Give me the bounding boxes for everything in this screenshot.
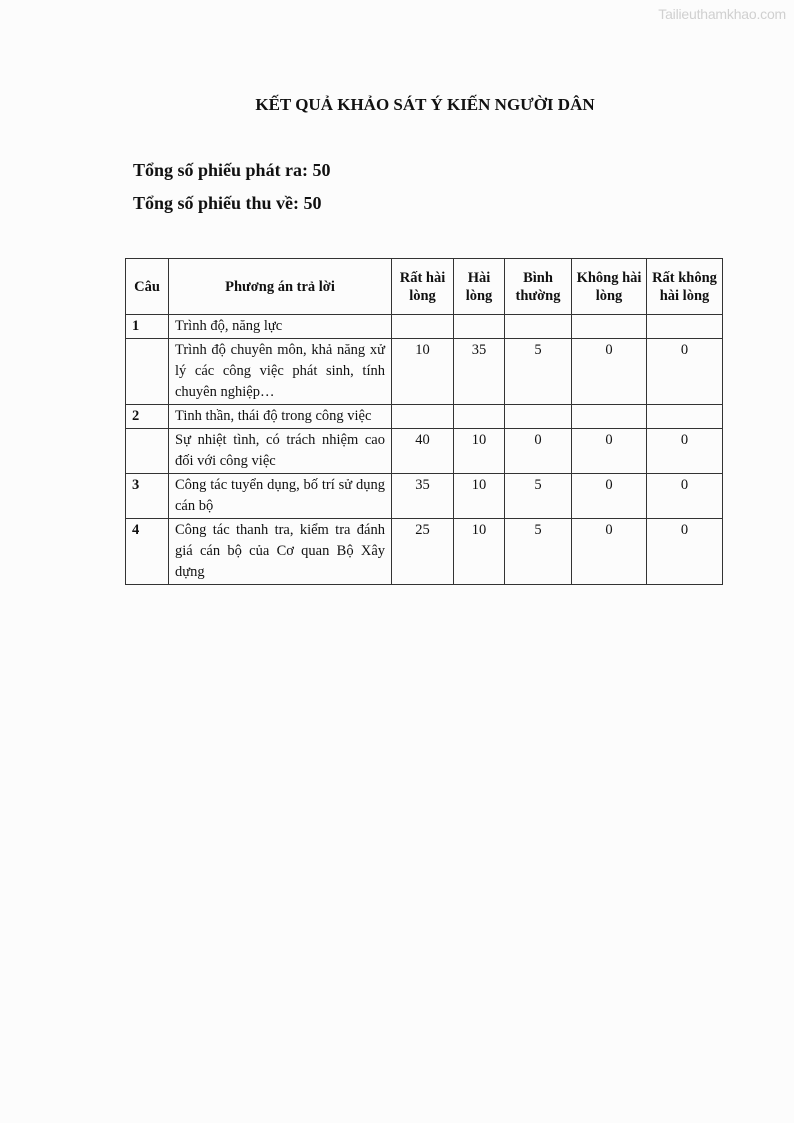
answer-option-text: Trình độ, năng lực	[169, 315, 392, 339]
response-count-cell: 0	[647, 429, 723, 474]
response-count-cell: 0	[572, 474, 647, 519]
table-row	[126, 474, 723, 519]
response-count-cell	[647, 315, 723, 339]
question-number: 3	[126, 474, 169, 519]
response-count-cell: 0	[647, 339, 723, 405]
answer-option-text: Công tác thanh tra, kiểm tra đánh giá cán bộ của Cơ quan Bộ Xây dựng	[169, 519, 392, 585]
header-not-satisfied: Không hài lòng	[572, 259, 647, 315]
answer-option-text: Sự nhiệt tình, có trách nhiệm cao đối với công việc	[169, 429, 392, 474]
response-count-cell: 5	[505, 519, 572, 585]
response-count-cell	[572, 405, 647, 429]
table-row	[126, 315, 723, 339]
response-count-cell: 0	[572, 429, 647, 474]
response-count-cell: 25	[392, 519, 454, 585]
answer-option-text: Tinh thần, thái độ trong công việc	[169, 405, 392, 429]
header-normal: Bình thường	[505, 259, 572, 315]
response-count-cell: 10	[454, 474, 505, 519]
response-count-cell	[454, 405, 505, 429]
issued-count: Tổng số phiếu phát ra: 50	[133, 160, 331, 180]
header-very-satisfied: Rất hài lòng	[392, 259, 454, 315]
table-header-row	[126, 259, 723, 315]
response-count-cell: 0	[647, 519, 723, 585]
table-row	[126, 405, 723, 429]
question-number: 1	[126, 315, 169, 339]
response-count-cell	[647, 405, 723, 429]
response-count-cell: 0	[647, 474, 723, 519]
table-row	[126, 339, 723, 405]
header-very-not-satisfied: Rất không hài lòng	[647, 259, 723, 315]
watermark: Tailieuthamkhao.com	[658, 6, 786, 22]
header-answer: Phương án trả lời	[169, 259, 392, 315]
response-count-cell: 35	[454, 339, 505, 405]
response-count-cell	[392, 405, 454, 429]
response-count-cell	[505, 405, 572, 429]
response-count-cell: 5	[505, 339, 572, 405]
question-number: 4	[126, 519, 169, 585]
page-title: KẾT QUẢ KHẢO SÁT Ý KIẾN NGƯỜI DÂN	[255, 95, 595, 114]
response-count-cell	[505, 315, 572, 339]
table-row	[126, 429, 723, 474]
response-count-cell	[572, 315, 647, 339]
response-count-cell: 5	[505, 474, 572, 519]
answer-option-text: Công tác tuyển dụng, bố trí sử dụng cán bộ	[169, 474, 392, 519]
response-count-cell: 0	[572, 519, 647, 585]
survey-results-table	[125, 258, 723, 585]
collected-count: Tổng số phiếu thu về: 50	[133, 193, 322, 213]
response-count-cell	[392, 315, 454, 339]
answer-option-text: Trình độ chuyên môn, khả năng xử lý các công việc phát sinh, tính chuyên nghiệp…	[169, 339, 392, 405]
response-count-cell: 40	[392, 429, 454, 474]
header-question: Câu	[126, 259, 169, 315]
question-number	[126, 339, 169, 405]
response-count-cell: 0	[572, 339, 647, 405]
response-count-cell: 0	[505, 429, 572, 474]
question-number	[126, 429, 169, 474]
header-satisfied: Hài lòng	[454, 259, 505, 315]
response-count-cell: 10	[392, 339, 454, 405]
question-number: 2	[126, 405, 169, 429]
response-count-cell	[454, 315, 505, 339]
response-count-cell: 10	[454, 519, 505, 585]
table-row	[126, 519, 723, 585]
response-count-cell: 10	[454, 429, 505, 474]
response-count-cell: 35	[392, 474, 454, 519]
